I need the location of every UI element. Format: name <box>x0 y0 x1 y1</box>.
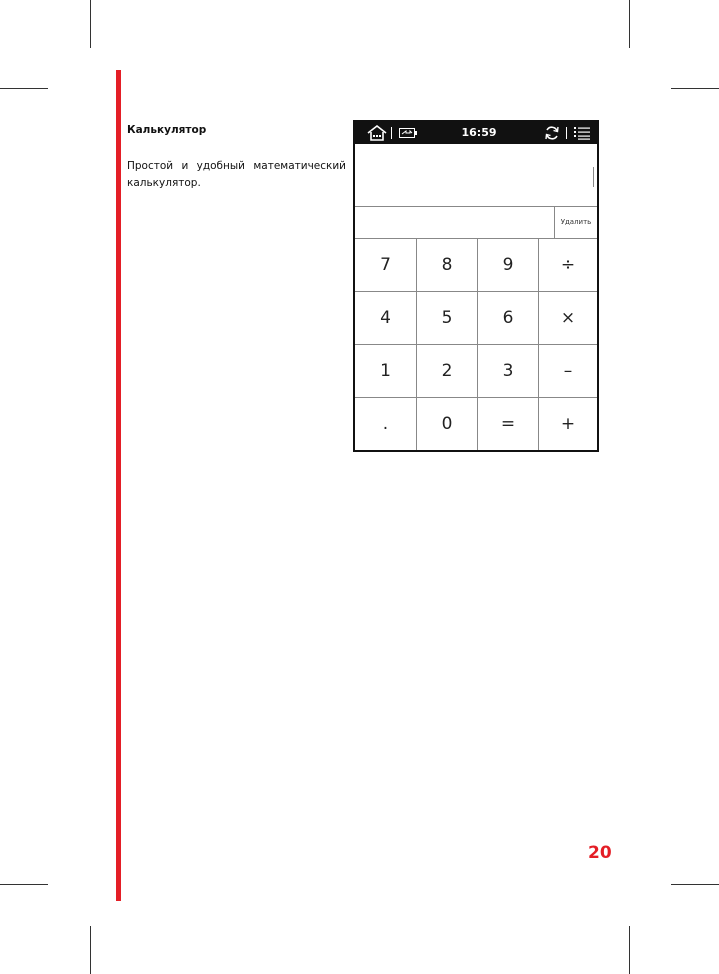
menu-icon[interactable] <box>574 126 590 140</box>
margin-accent-bar <box>116 70 121 901</box>
key-divide[interactable]: ÷ <box>539 239 597 292</box>
battery-icon <box>399 128 417 138</box>
home-icon[interactable] <box>367 125 387 141</box>
key-3[interactable]: 3 <box>478 345 539 398</box>
calculator-display <box>355 144 597 207</box>
expression-input[interactable] <box>355 207 555 238</box>
status-separator <box>566 127 567 139</box>
crop-mark <box>671 884 719 885</box>
key-7[interactable]: 7 <box>355 239 417 292</box>
key-equals[interactable]: = <box>478 398 539 450</box>
crop-mark <box>90 0 91 48</box>
section-title: Калькулятор <box>127 124 207 136</box>
crop-mark <box>629 926 630 974</box>
input-row <box>355 207 597 239</box>
key-decimal[interactable]: . <box>355 398 417 450</box>
keypad <box>355 239 597 450</box>
key-9[interactable]: 9 <box>478 239 539 292</box>
crop-mark <box>671 88 719 89</box>
section-description: Простой и удобный математический калькулятор. <box>127 160 346 189</box>
status-bar <box>355 122 597 144</box>
crop-mark <box>0 88 48 89</box>
key-8[interactable]: 8 <box>417 239 478 292</box>
status-separator <box>391 127 392 139</box>
key-0[interactable]: 0 <box>417 398 478 450</box>
crop-mark <box>0 884 48 885</box>
key-5[interactable]: 5 <box>417 292 478 345</box>
crop-mark <box>629 0 630 48</box>
key-multiply[interactable]: × <box>539 292 597 345</box>
delete-button[interactable]: Удалить <box>560 218 592 226</box>
key-add[interactable]: + <box>560 414 576 434</box>
text-cursor <box>593 167 594 187</box>
key-6[interactable]: 6 <box>478 292 539 345</box>
crop-mark <box>90 926 91 974</box>
key-subtract[interactable]: – <box>539 345 597 398</box>
calculator-screenshot <box>353 120 599 452</box>
status-clock: 16:59 <box>461 126 497 139</box>
refresh-icon[interactable] <box>544 125 560 141</box>
key-1[interactable]: 1 <box>355 345 417 398</box>
key-4[interactable]: 4 <box>355 292 417 345</box>
page-number: 20 <box>588 843 612 863</box>
key-2[interactable]: 2 <box>417 345 478 398</box>
